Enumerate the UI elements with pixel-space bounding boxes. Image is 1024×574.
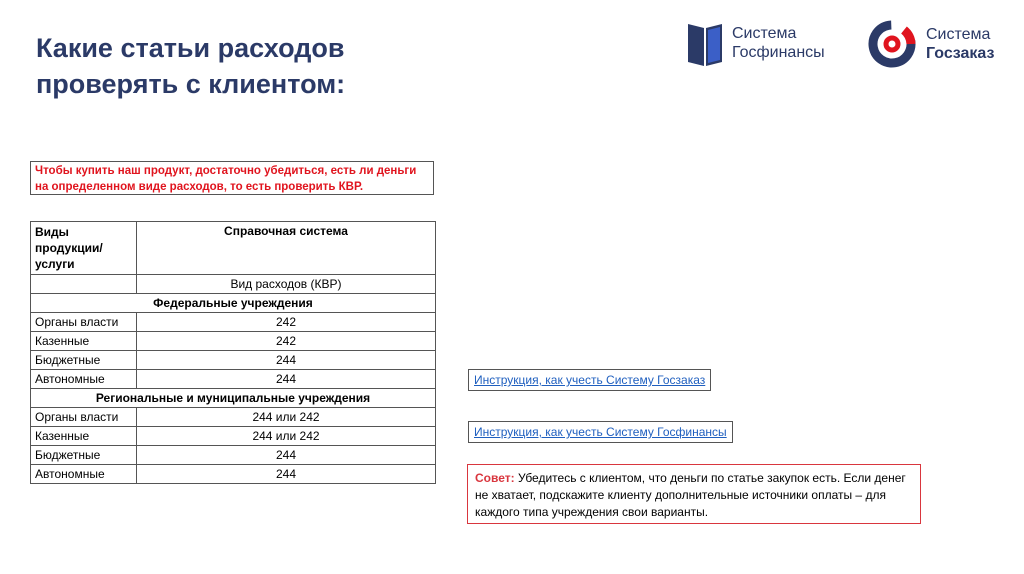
kvr-table: [30, 221, 436, 484]
row-value: 242: [137, 313, 436, 332]
row-name: Органы власти: [31, 408, 137, 427]
logo-goszakaz-top: Система: [926, 26, 991, 43]
table-row: [31, 332, 436, 351]
book-icon: [686, 18, 724, 68]
tip-box: [467, 464, 921, 524]
table-row: [31, 408, 436, 427]
section-title-regional: Региональные и муниципальные учреждения: [31, 389, 436, 408]
header-system: Справочная система: [137, 222, 436, 275]
row-value: 244: [137, 446, 436, 465]
row-name: Бюджетные: [31, 351, 137, 370]
table-row: [31, 446, 436, 465]
table-row: [31, 465, 436, 484]
row-name: Автономные: [31, 370, 137, 389]
table-row: [31, 313, 436, 332]
subheader-empty: [31, 275, 137, 294]
logo-gosfinansy-bottom: Госфинансы: [732, 44, 825, 61]
row-value: 244 или 242: [137, 427, 436, 446]
row-name: Бюджетные: [31, 446, 137, 465]
goszakaz-ring-icon: [866, 18, 918, 70]
page-title-line2: проверять с клиентом:: [36, 69, 346, 99]
row-value: 244 или 242: [137, 408, 436, 427]
tip-text: Убедитесь с клиентом, что деньги по статье закупок есть. Если денег не хватает, подскажите клиенту дополнительные источники оплаты – для каждого типа учреждения свои варианты.: [475, 471, 906, 519]
row-value: 242: [137, 332, 436, 351]
page-title-line1: Какие статьи расходов: [36, 33, 345, 63]
subheader-kvr: Вид расходов (КВР): [137, 275, 436, 294]
tip-label: Совет:: [475, 471, 515, 485]
table-row: [31, 351, 436, 370]
row-name: Казенные: [31, 332, 137, 351]
row-name: Автономные: [31, 465, 137, 484]
notice-box: Чтобы купить наш продукт, достаточно убедиться, есть ли деньги на определенном виде расходов, то есть проверить КВР.: [30, 161, 434, 195]
row-name: Казенные: [31, 427, 137, 446]
table-row: [31, 427, 436, 446]
table-subheader-row: [31, 275, 436, 294]
logo-goszakaz: [866, 18, 994, 70]
logo-gosfinansy-top: Система: [732, 25, 797, 42]
logo-gosfinansy: [686, 18, 825, 68]
table-row: [31, 370, 436, 389]
link-gosfinansy-instruction[interactable]: Инструкция, как учесть Систему Госфинансы: [468, 421, 733, 443]
header-products: Виды продукции/ услуги: [31, 222, 137, 275]
row-value: 244: [137, 370, 436, 389]
logo-goszakaz-bottom: Госзаказ: [926, 45, 995, 62]
row-value: 244: [137, 465, 436, 484]
row-value: 244: [137, 351, 436, 370]
section-row: [31, 294, 436, 313]
page-title: [36, 30, 456, 102]
section-row: [31, 389, 436, 408]
row-name: Органы власти: [31, 313, 137, 332]
table-header-row: [31, 222, 436, 275]
link-goszakaz-instruction[interactable]: Инструкция, как учесть Систему Госзаказ: [468, 369, 711, 391]
section-title-federal: Федеральные учреждения: [31, 294, 436, 313]
